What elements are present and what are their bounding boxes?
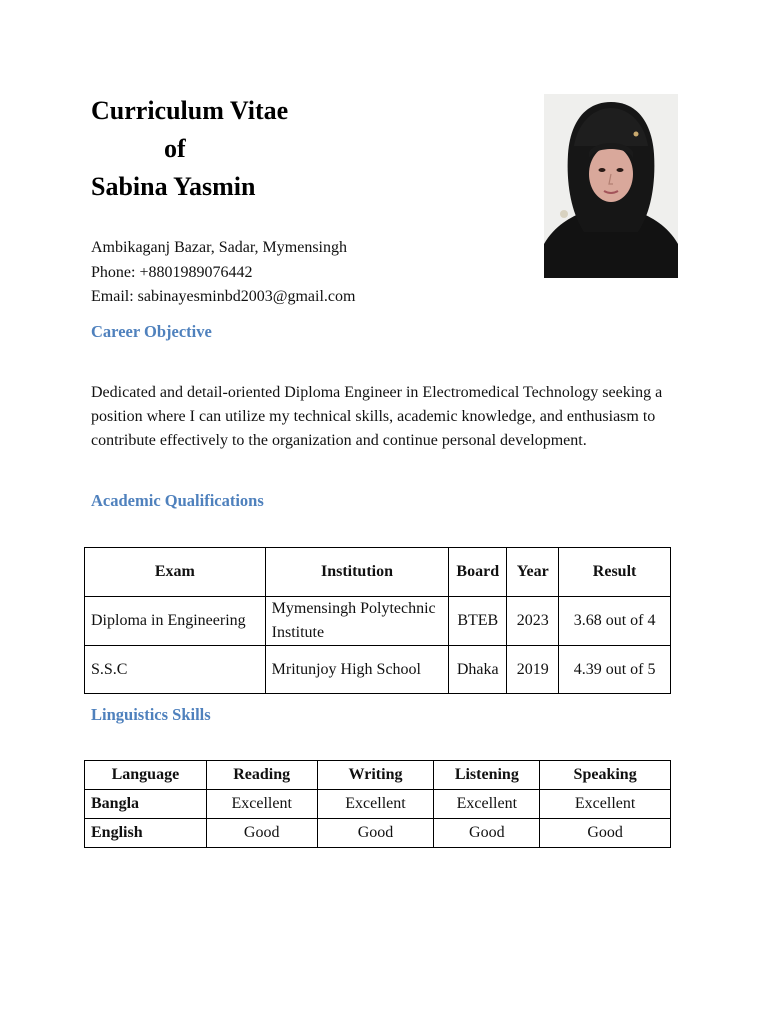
cell-language: Bangla [85,790,207,819]
header-language: Language [85,761,207,790]
cell-reading: Excellent [206,790,317,819]
cell-listening: Good [434,819,540,848]
candidate-name: Sabina Yasmin [91,172,256,201]
cv-title-of: of [164,134,186,163]
cell-reading: Good [206,819,317,848]
cell-institution: Mritunjoy High School [265,646,449,694]
academic-table [84,547,671,694]
header-listening: Listening [434,761,540,790]
cell-exam: S.S.C [85,646,266,694]
header-institution: Institution [265,548,449,597]
linguistics-header-row [85,761,671,790]
address: Ambikaganj Bazar, Sadar, Mymensingh [91,239,347,256]
heading-linguistics-skills: Linguistics Skills [91,705,211,724]
linguistics-table [84,760,671,848]
phone: Phone: +8801989076442 [91,263,253,281]
cv-title-block [91,92,288,206]
header-year: Year [507,548,559,597]
cell-writing: Good [317,819,434,848]
table-row [85,597,671,646]
academic-header-row [85,548,671,597]
profile-photo [544,94,678,278]
header-writing: Writing [317,761,434,790]
cell-exam: Diploma in Engineering [85,597,266,646]
header-reading: Reading [206,761,317,790]
table-row [85,819,671,848]
cell-result: 4.39 out of 5 [559,646,671,694]
cell-board: BTEB [449,597,507,646]
cell-year: 2023 [507,597,559,646]
cell-writing: Excellent [317,790,434,819]
profile-photo-image [544,94,678,278]
heading-career-objective: Career Objective [91,322,212,341]
cell-board: Dhaka [449,646,507,694]
cell-result: 3.68 out of 4 [559,597,671,646]
cell-listening: Excellent [434,790,540,819]
header-board: Board [449,548,507,597]
cv-title: Curriculum Vitae [91,96,289,125]
header-speaking: Speaking [540,761,671,790]
cell-institution: Mymensingh Polytechnic Institute [265,597,449,646]
header-exam: Exam [85,548,266,597]
heading-academic-qualifications: Academic Qualifications [91,491,264,510]
cell-speaking: Good [540,819,671,848]
table-row [85,790,671,819]
header-result: Result [559,548,671,597]
cell-year: 2019 [507,646,559,694]
cell-speaking: Excellent [540,790,671,819]
contact-info [91,236,355,310]
table-row [85,646,671,694]
career-objective-text: Dedicated and detail-oriented Diploma Engineer in Electromedical Technology seeking a position where I can utilize my technical skills, academic knowledge, and enthusiasm to contribute effectively to the organization and continue personal development. [91,384,663,449]
cell-language: English [85,819,207,848]
email: Email: sabinayesminbd2003@gmail.com [91,288,356,305]
